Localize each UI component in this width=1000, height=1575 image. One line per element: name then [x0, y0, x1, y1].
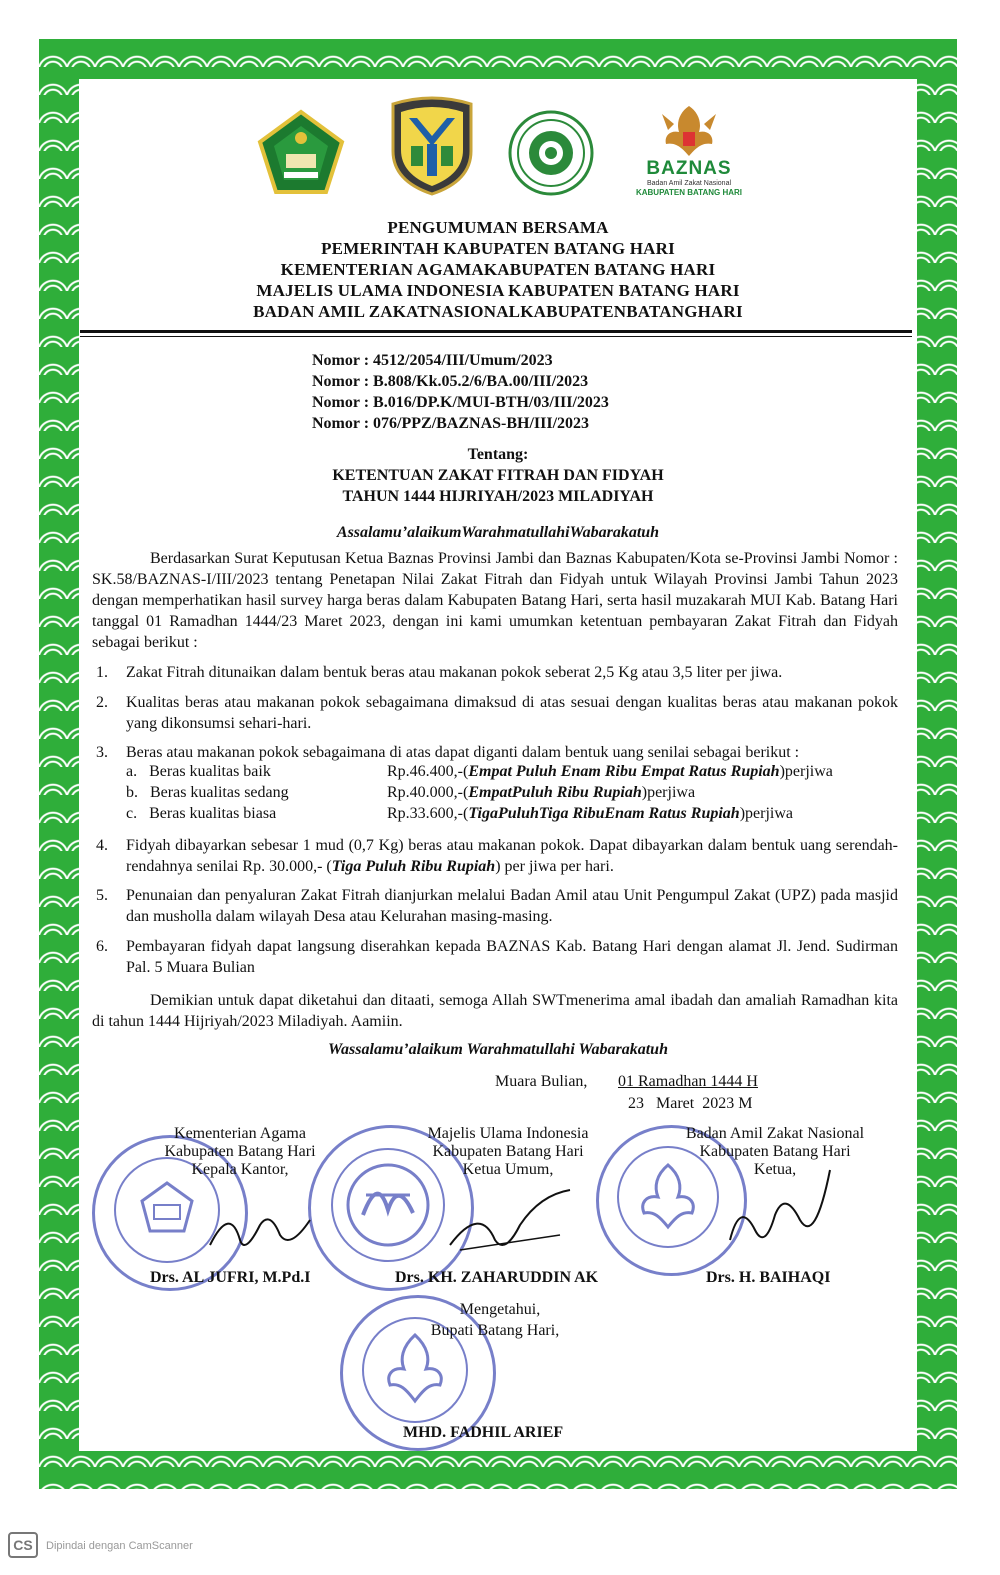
- signatory-name-kemenag: Drs. AL JUFRI, M.Pd.I: [150, 1269, 311, 1286]
- tentang-title-1: KETENTUAN ZAKAT FITRAH DAN FIDYAH: [332, 467, 664, 484]
- nomor-3: Nomor : B.016/DP.K/MUI-BTH/03/III/2023: [312, 394, 609, 411]
- list-item-2: [96, 692, 898, 734]
- closing-paragraph: Demikian untuk dapat diketahui dan ditaati, semoga Allah SWTmenerima amal ibadah dan amaliah Ramadhan kita di tahun 1444 Hijriyah/2023 Miladiyah. Aamiin.: [92, 992, 898, 1030]
- price-value-a: [387, 763, 833, 781]
- price-letter: c.: [126, 805, 138, 822]
- signatory-role: Ketua Umum,: [462, 1161, 554, 1178]
- price-label: Beras kualitas baik: [149, 763, 271, 780]
- signature-kemenag: [200, 1195, 320, 1265]
- price-letter: a.: [126, 763, 138, 780]
- camscanner-badge: CS: [8, 1532, 38, 1558]
- list-item-number: 4.: [96, 837, 108, 854]
- list-item-text: Zakat Fitrah ditunaikan dalam bentuk beras atau makanan pokok seberat 2,5 Kg atau 3,5 liter per jiwa.: [126, 664, 783, 681]
- list-item-number: 1.: [96, 664, 108, 681]
- baznas-subtitle: Badan Amil Zakat Nasional: [646, 180, 732, 187]
- signatory-name-mui: Drs. KH. ZAHARUDDIN AK: [395, 1269, 599, 1286]
- approval-role: Bupati Batang Hari,: [430, 1322, 560, 1339]
- price-letter: b.: [126, 784, 138, 801]
- signatory-region: Kabupaten Batang Hari: [164, 1143, 316, 1160]
- opening-greeting: Assalamu’alaikumWarahmatullahiWabarakatuh: [336, 524, 660, 541]
- signatory-region: Kabupaten Batang Hari: [699, 1143, 851, 1160]
- tentang-title-2: TAHUN 1444 HIJRIYAH/2023 MILADIYAH: [342, 488, 654, 505]
- price-value-c: [387, 805, 793, 823]
- price-amount: Rp.46.400,-(: [387, 763, 469, 780]
- signatory-org: Majelis Ulama Indonesia: [427, 1125, 589, 1142]
- signatory-kemenag: [130, 1125, 350, 1179]
- fidyah-text: Fidyah dibayarkan sebesar 1 mud (0,7 Kg) beras atau makanan pokok. Dapat dibayarkan dalam bentuk uang serendah-rendahnya senilai Rp. 30.000,- (: [126, 837, 898, 875]
- header-line-4: MAJELIS ULAMA INDONESIA KABUPATEN BATANG HARI: [256, 281, 740, 300]
- camscanner-watermark: [8, 1532, 193, 1558]
- fidyah-words: Tiga Puluh Ribu Rupiah: [331, 858, 496, 875]
- price-suffix: )perjiwa: [779, 763, 833, 780]
- price-suffix: )perjiwa: [641, 784, 696, 801]
- signatory-region: Kabupaten Batang Hari: [432, 1143, 584, 1160]
- list-item-1: [96, 662, 898, 683]
- price-amount: Rp.33.600,-(: [387, 805, 469, 822]
- baznas-region: KABUPATEN BATANG HARI: [635, 188, 743, 197]
- baznas-logo: [622, 102, 756, 198]
- list-item-text: Penunaian dan penyaluran Zakat Fitrah dianjurkan melalui Badan Amil atau Unit Pengumpul Zakat (UPZ) pada masjid dan musholla dalam wilayah Desa atau Kelurahan masing-masing.: [126, 887, 898, 925]
- list-item-number: 3.: [96, 744, 108, 761]
- price-row-b: [126, 784, 289, 802]
- list-item-5: [96, 885, 898, 927]
- list-item-text: [126, 835, 898, 877]
- header-line-3: KEMENTERIAN AGAMAKABUPATEN BATANG HARI: [280, 260, 716, 279]
- tentang-label: Tentang:: [467, 446, 529, 463]
- date-masehi: 23 Maret 2023 M: [628, 1095, 753, 1112]
- place: Muara Bulian,: [495, 1073, 588, 1090]
- header-line-5: BADAN AMIL ZAKATNASIONALKABUPATENBATANGHARI: [253, 302, 743, 321]
- nomor-2: Nomor : B.808/Kk.05.2/6/BA.00/III/2023: [312, 373, 589, 390]
- price-label: Beras kualitas biasa: [149, 805, 277, 822]
- list-item-number: 5.: [96, 887, 108, 904]
- price-words: TigaPuluhTiga RibuEnam Ratus Rupiah: [468, 805, 740, 822]
- closing-greeting: Wassalamu’alaikum Warahmatullahi Wabarakatuh: [328, 1041, 668, 1058]
- batanghari-logo: [389, 96, 475, 196]
- price-label: Beras kualitas sedang: [150, 784, 289, 801]
- camscanner-text: Dipindai dengan CamScanner: [46, 1540, 193, 1553]
- intro-paragraph: Berdasarkan Surat Keputusan Ketua Baznas Provinsi Jambi dan Baznas Kabupaten/Kota se-Provinsi Jambi Nomor : SK.58/BAZNAS-I/III/2023 tentang Penetapan Nilai Zakat Fitrah dan Fidyah untuk Wilayah Provinsi Jambi Tahun 2023 dengan memperhatikan hasil survey harga beras dalam Kabupaten Batang Hari, serta hasil muzakarah MUI Kab. Batang Hari tanggal 01 Ramadhan 1444/23 Maret 2023, dengan ini kami umumkan ketentuan pembayaran Zakat Fitrah dan Fidyah sebagai berikut :: [92, 550, 898, 651]
- signature-mui: [440, 1185, 580, 1265]
- date-hijri: 01 Ramadhan 1444 H: [618, 1073, 758, 1090]
- approval-name: MHD. FADHIL ARIEF: [403, 1424, 564, 1441]
- header-rule-thick: [80, 330, 912, 333]
- header-line-1: PENGUMUMAN BERSAMA: [387, 218, 609, 237]
- price-words: Empat Puluh Enam Ribu Empat Ratus Rupiah: [468, 763, 780, 780]
- list-item-text: Beras atau makanan pokok sebagaimana di atas dapat diganti dalam bentuk uang senilai sebagai berikut :: [126, 744, 800, 761]
- price-row-c: [126, 805, 276, 823]
- price-amount: Rp.40.000,-(: [387, 784, 469, 801]
- signatory-role: Ketua,: [753, 1161, 797, 1178]
- signatory-mui: [398, 1125, 618, 1179]
- fidyah-suffix: ) per jiwa per hari.: [495, 858, 614, 875]
- signatory-org: Kementerian Agama: [174, 1125, 306, 1142]
- signatory-baznas: [665, 1125, 885, 1179]
- kemenag-logo: [256, 108, 346, 198]
- signatory-role: Kepala Kantor,: [191, 1161, 289, 1178]
- list-item-4: [96, 835, 898, 877]
- list-item-number: 2.: [96, 694, 108, 711]
- list-item-text: Kualitas beras atau makanan pokok sebagaimana dimaksud di atas sesuai dengan kualitas beras atau makanan pokok yang dikonsumsi sehari-hari.: [126, 694, 898, 732]
- mui-logo: [508, 110, 594, 196]
- approval-label: Mengetahui,: [459, 1301, 541, 1318]
- header-line-2: PEMERINTAH KABUPATEN BATANG HARI: [321, 239, 675, 258]
- list-item-number: 6.: [96, 938, 108, 955]
- list-item-6: [96, 936, 898, 978]
- price-row-a: [126, 763, 271, 781]
- price-suffix: )perjiwa: [739, 805, 793, 822]
- signatory-name-baznas: Drs. H. BAIHAQI: [706, 1269, 831, 1286]
- list-item-text: Pembayaran fidyah dapat langsung diserahkan kepada BAZNAS Kab. Batang Hari dengan alamat Jl. Jend. Sudirman Pal. 5 Muara Bulian: [126, 938, 898, 976]
- nomor-4: Nomor : 076/PPZ/BAZNAS-BH/III/2023: [312, 415, 590, 432]
- price-words: EmpatPuluh Ribu Rupiah: [468, 784, 642, 801]
- header-rule-thin: [80, 336, 912, 337]
- list-item-3: [96, 742, 898, 763]
- baznas-name: BAZNAS: [646, 158, 732, 179]
- nomor-1: Nomor : 4512/2054/III/Umum/2023: [312, 352, 553, 369]
- price-value-b: [387, 784, 695, 802]
- signatory-org: Badan Amil Zakat Nasional: [685, 1125, 865, 1142]
